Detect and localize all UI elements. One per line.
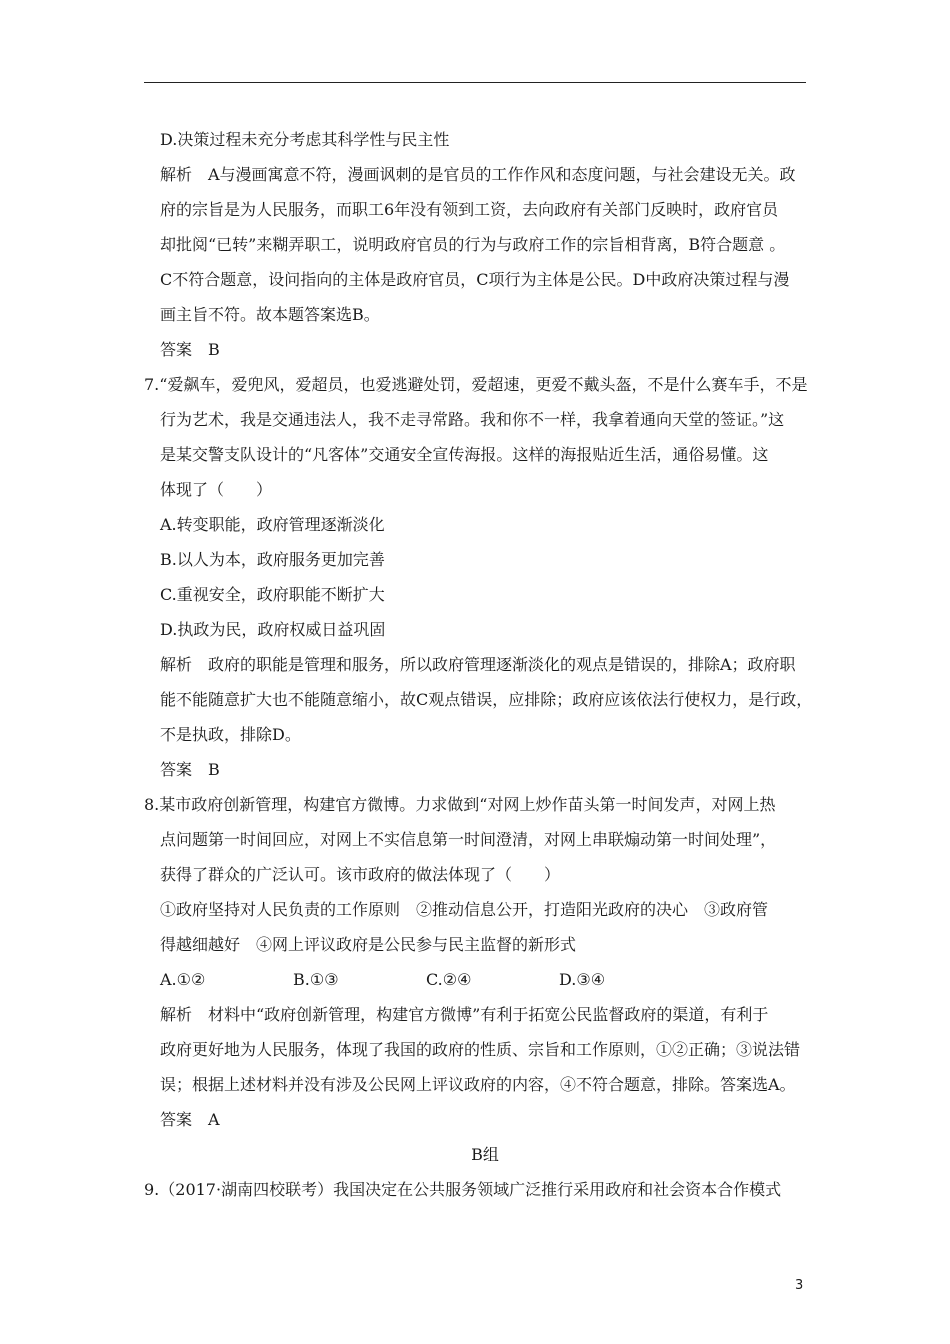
text-line: 画主旨不符。故本题答案选B。 — [160, 305, 380, 324]
text-line: C.重视安全，政府职能不断扩大 — [160, 585, 385, 604]
page-number: 3 — [795, 1278, 804, 1293]
text-line: 体现了（ ） — [160, 480, 273, 499]
text-block-after — [144, 997, 810, 1207]
text-line: 解析 材料中“政府创新管理，构建官方微博”有利于拓宽公民监督政府的渠道，有利于 — [160, 1005, 769, 1024]
option-c: C.②④ — [426, 970, 472, 989]
text-line: ①政府坚持对人民负责的工作原则 ②推动信息公开，打造阳光政府的决心 ③政府管 — [160, 900, 769, 919]
text-line: 不是执政，排除D。 — [160, 725, 301, 744]
text-line: 政府更好地为人民服务，体现了我国的政府的性质、宗旨和工作原则，①②正确；③说法错 — [160, 1040, 801, 1059]
text-line: 9.（2017·湖南四校联考）我国决定在公共服务领域广泛推行采用政府和社会资本合作模式 — [144, 1180, 782, 1199]
text-line: B组 — [471, 1145, 499, 1164]
option-a: A.①② — [160, 970, 206, 989]
option-d: D.③④ — [559, 970, 606, 989]
text-line: 获得了群众的广泛认可。该市政府的做法体现了（ ） — [160, 865, 561, 884]
option-b: B.①③ — [293, 970, 339, 989]
question-8-options — [160, 962, 810, 997]
text-line: 8.某市政府创新管理，构建官方微博。力求做到“对网上炒作苗头第一时间发声，对网上热 — [144, 795, 776, 814]
text-line: 行为艺术，我是交通违法人，我不走寻常路。我和你不一样，我拿着通向天堂的签证。”这 — [160, 410, 785, 429]
text-line: A.转变职能，政府管理逐渐淡化 — [160, 515, 385, 534]
text-line: 却批阅“已转”来糊弄职工，说明政府官员的行为与政府工作的宗旨相背离，B符合题意 。 — [160, 235, 786, 254]
text-line: 点问题第一时间回应，对网上不实信息第一时间澄清，对网上串联煽动第一时间处理”， — [160, 830, 777, 849]
text-line: 误；根据上述材料并没有涉及公民网上评议政府的内容，④不符合题意，排除。答案选A。 — [160, 1075, 796, 1094]
text-line: D.执政为民，政府权威日益巩固 — [160, 620, 386, 639]
header-rule — [144, 82, 806, 83]
text-line: 得越细越好 ④网上评议政府是公民参与民主监督的新形式 — [160, 935, 577, 954]
text-block-main — [144, 122, 813, 962]
text-line: 答案 A — [160, 1110, 220, 1129]
document-body — [144, 122, 813, 1207]
text-line: 是某交警支队设计的“凡客体”交通安全宣传海报。这样的海报贴近生活，通俗易懂。这 — [160, 445, 769, 464]
text-line: B.以人为本，政府服务更加完善 — [160, 550, 385, 569]
text-line: D.决策过程未充分考虑其科学性与民主性 — [160, 130, 450, 149]
text-line: 7.“爱飙车，爱兜风，爱超员，也爱逃避处罚，爱超速，更爱不戴头盔，不是什么赛车手，不是 — [144, 375, 808, 394]
text-line: 能不能随意扩大也不能随意缩小，故C观点错误，应排除；政府应该依法行使权力，是行政， — [160, 690, 813, 709]
text-line: 答案 B — [160, 340, 220, 359]
text-line: 答案 B — [160, 760, 220, 779]
text-line: C不符合题意，设问指向的主体是政府官员，C项行为主体是公民。D中政府决策过程与漫 — [160, 270, 790, 289]
text-line: 解析 A与漫画寓意不符，漫画讽刺的是官员的工作作风和态度问题，与社会建设无关。政 — [160, 165, 796, 184]
text-line: 解析 政府的职能是管理和服务，所以政府管理逐渐淡化的观点是错误的，排除A；政府职 — [160, 655, 796, 674]
text-line: 府的宗旨是为人民服务，而职工6年没有领到工资，去向政府有关部门反映时，政府官员 — [160, 200, 779, 219]
